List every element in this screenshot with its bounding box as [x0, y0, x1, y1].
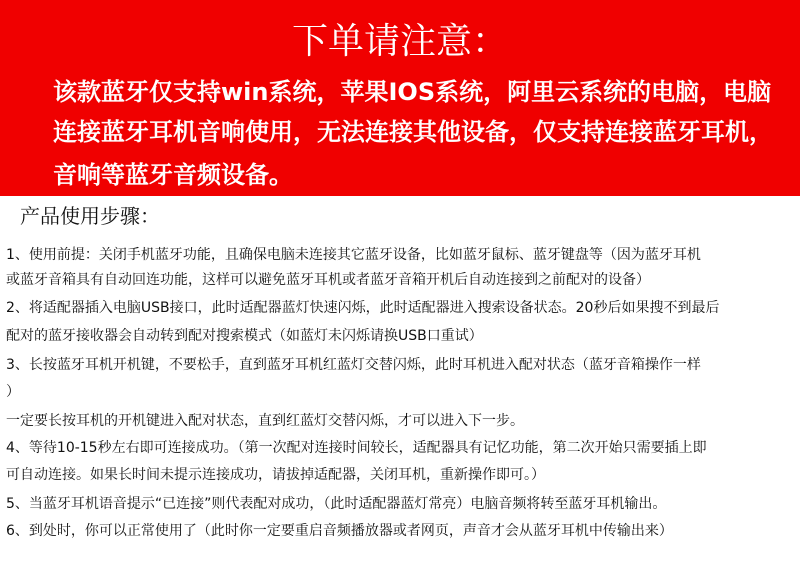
step-line-1: 1、使用前提：关闭手机蓝牙功能，且确保电脑未连接其它蓝牙设备，比如蓝牙鼠标、蓝牙键盘等（因为蓝牙耳机	[6, 247, 701, 263]
step-line-9: 可自动连接。如果长时间未提示连接成功，请拔掉适配器，关闭耳机，重新操作即可。）	[6, 467, 545, 483]
step-line-4: 配对的蓝牙接收器会自动转到配对搜索模式（如蓝灯未闪烁请换USB口重试）	[6, 328, 483, 344]
step-line-5: 3、长按蓝牙耳机开机键，不要松手，直到蓝牙耳机红蓝灯交替闪烁，此时耳机进入配对状态（蓝牙音箱操作一样	[6, 357, 701, 373]
step-line-7: 一定要长按耳机的开机键进入配对状态，直到红蓝灯交替闪烁，才可以进入下一步。	[6, 413, 524, 429]
banner-title: 下单请注意：	[291, 21, 508, 62]
step-line-10: 5、当蓝牙耳机语音提示“已连接”则代表配对成功，（此时适配器蓝灯常亮）电脑音频将转至蓝牙耳机输出。	[6, 496, 667, 512]
step-line-8: 4、等待10-15秒左右即可连接成功。（第一次配对连接时间较长，适配器具有记忆功能，第二次开始只需要插上即	[6, 440, 707, 456]
step-line-11: 6、到处时，你可以正常使用了（此时你一定要重启音频播放器或者网页，声音才会从蓝牙耳机中传输出来）	[6, 523, 673, 539]
notice-line-3: 音响等蓝牙音频设备。	[53, 161, 293, 189]
notice-banner	[0, 0, 800, 196]
notice-line-1: 该款蓝牙仅支持win系统，苹果IOS系统，阿里云系统的电脑，电脑	[53, 78, 772, 106]
step-line-2: 或蓝牙音箱具有自动回连功能，这样可以避免蓝牙耳机或者蓝牙音箱开机后自动连接到之前配对的设备）	[6, 272, 650, 288]
steps-heading: 产品使用步骤：	[20, 204, 160, 228]
step-line-3: 2、将适配器插入电脑USB接口，此时适配器蓝灯快速闪烁，此时适配器进入搜索设备状态。20秒后如果搜不到最后	[6, 300, 720, 316]
notice-line-2: 连接蓝牙耳机音响使用，无法连接其他设备，仅支持连接蓝牙耳机，	[53, 118, 773, 146]
step-line-6: ）	[6, 384, 20, 400]
